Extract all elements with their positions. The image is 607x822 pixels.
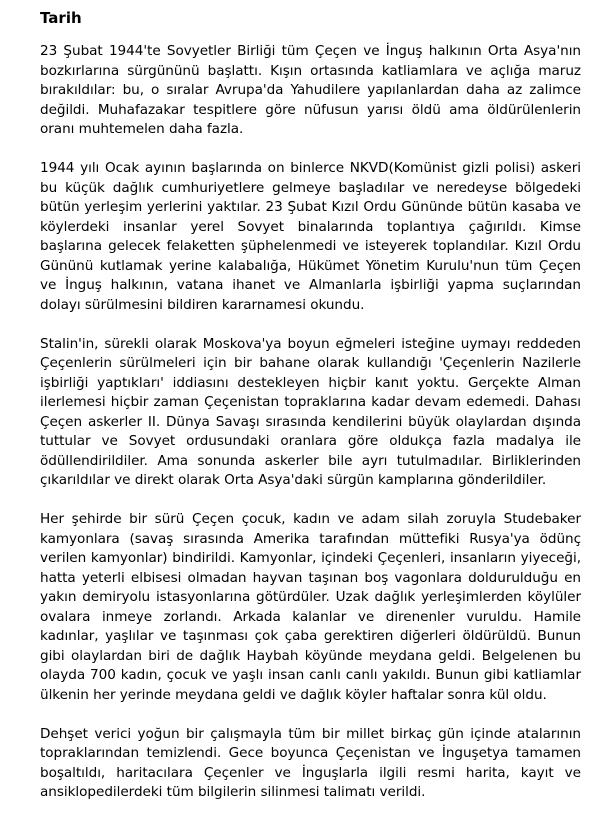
paragraph-nkvd-arrival: 1944 yılı Ocak ayının başlarında on binlerce NKVD(Komünist gizli polisi) askeri bu küçük dağlık cumhuriyetlere gelmeye başladılar ve neredeyse bölgedeki bütün yerleşim yerlerini yaktılar. 23 Şubat Kızıl Ordu Gününde bütün kasaba ve köylerdeki insanlar yerel Sovyet binalarında toplantıya çağırıldı. Kimse başlarına gelecek felaketten şüphelenmedi ve isteyerek toplandılar. Kızıl Ordu Gününü kutlamak yerine kalabalığa, Hükümet Yönetim Kurulu'nun tüm Çeçen ve İnguş halkının, vatana ihanet ve Almanlarla işbirliği yapma suçlarından dolayı sürülmesini bildiren kararnamesi okundu. — [40, 160, 581, 313]
paragraph-deportation-start: 23 Şubat 1944'te Sovyetler Birliği tüm Çeçen ve İnguş halkının Orta Asya'nın bozkırlarına sürgününü başlattı. Kışın ortasında katliamlara ve açlığa maruz bırakıldılar: bu, o sıralar Avrupa'da Yahudilere yapılanlardan daha az zalimce değildi. Muhafazakar tespitlere göre nüfusun yarısı öldü ama öldürülenlerin oranı muhtemelen daha fazla. — [40, 43, 581, 137]
paragraph-nation-cleansed: Dehşet verici yoğun bir çalışmayla tüm bir millet birkaç gün içinde atalarının topraklarından temizlendi. Gece boyunca Çeçenistan ve İnguşetya tamamen boşaltıldı, haritacılara Çeçenler ve İnguşlarla ilgili resmi harita, kayıt ve ansiklopedilerdeki tüm bilgilerin silinmesi talimatı verildi. — [40, 725, 581, 800]
document-page — [40, 8, 581, 822]
paragraph-studebaker-trucks: Her şehirde bir sürü Çeçen çocuk, kadın ve adam silah zoruyla Studebaker kamyonlara (savaş sırasında Amerika tarafından müttefiki Rusya'ya ödünç verilen kamyonlar) bindirildi. Kamyonlar, içindeki Çeçenleri, insanların yiyeceği, hatta yeterli elbisesi olmadan hayvan taşınan boş vagonlara doldurulduğu en yakın demiryolu istasyonlarına götürdüler. Uzak dağlık yerleşimlerden köylüler ovalara inmeye zorlandı. Arkada kalanlar ve direnenler vuruldu. Hamile kadınlar, yaşlılar ve taşınması çok çaba gerektiren diğerleri öldürüldü. Bunun gibi olaylardan biri de dağlık Haybah köyünde meydana geldi. Belgelenen bu olayda 700 kadın, çocuk ve yaşlı insan canlı canlı yakıldı. Bunun gibi katliamlar ülkenin her yerinde meydana geldi ve dağlık köyler haftalar sonra kül oldu. — [40, 511, 581, 703]
section-heading: Tarih — [40, 9, 82, 27]
paragraph-no-evidence: Stalin'in, sürekli olarak Moskova'ya boyun eğmeleri isteğine uymayı reddeden Çeçenlerin sürülmeleri için bir bahane olarak kullandığı 'Çeçenlerin Nazilerle işbirliği yaptıkları' iddiasını destekleyen hiçbir kanıt yoktu. Gerçekte Alman ilerlemesi hiçbir zaman Çeçenistan topraklarına kadar devam edemedi. Dahası Çeçen askerler II. Dünya Savaşı sırasında kendilerini büyük olaylardan dışında tuttular ve Sovyet ordusundaki oranlara göre oldukça fazla madalya ile ödüllendirildiler. Ama sonunda askerler bile ayrı tutulmadılar. Birliklerinden çıkarıldılar ve direkt olarak Orta Asya'daki sürgün kamplarına gönderildiler. — [40, 335, 581, 488]
